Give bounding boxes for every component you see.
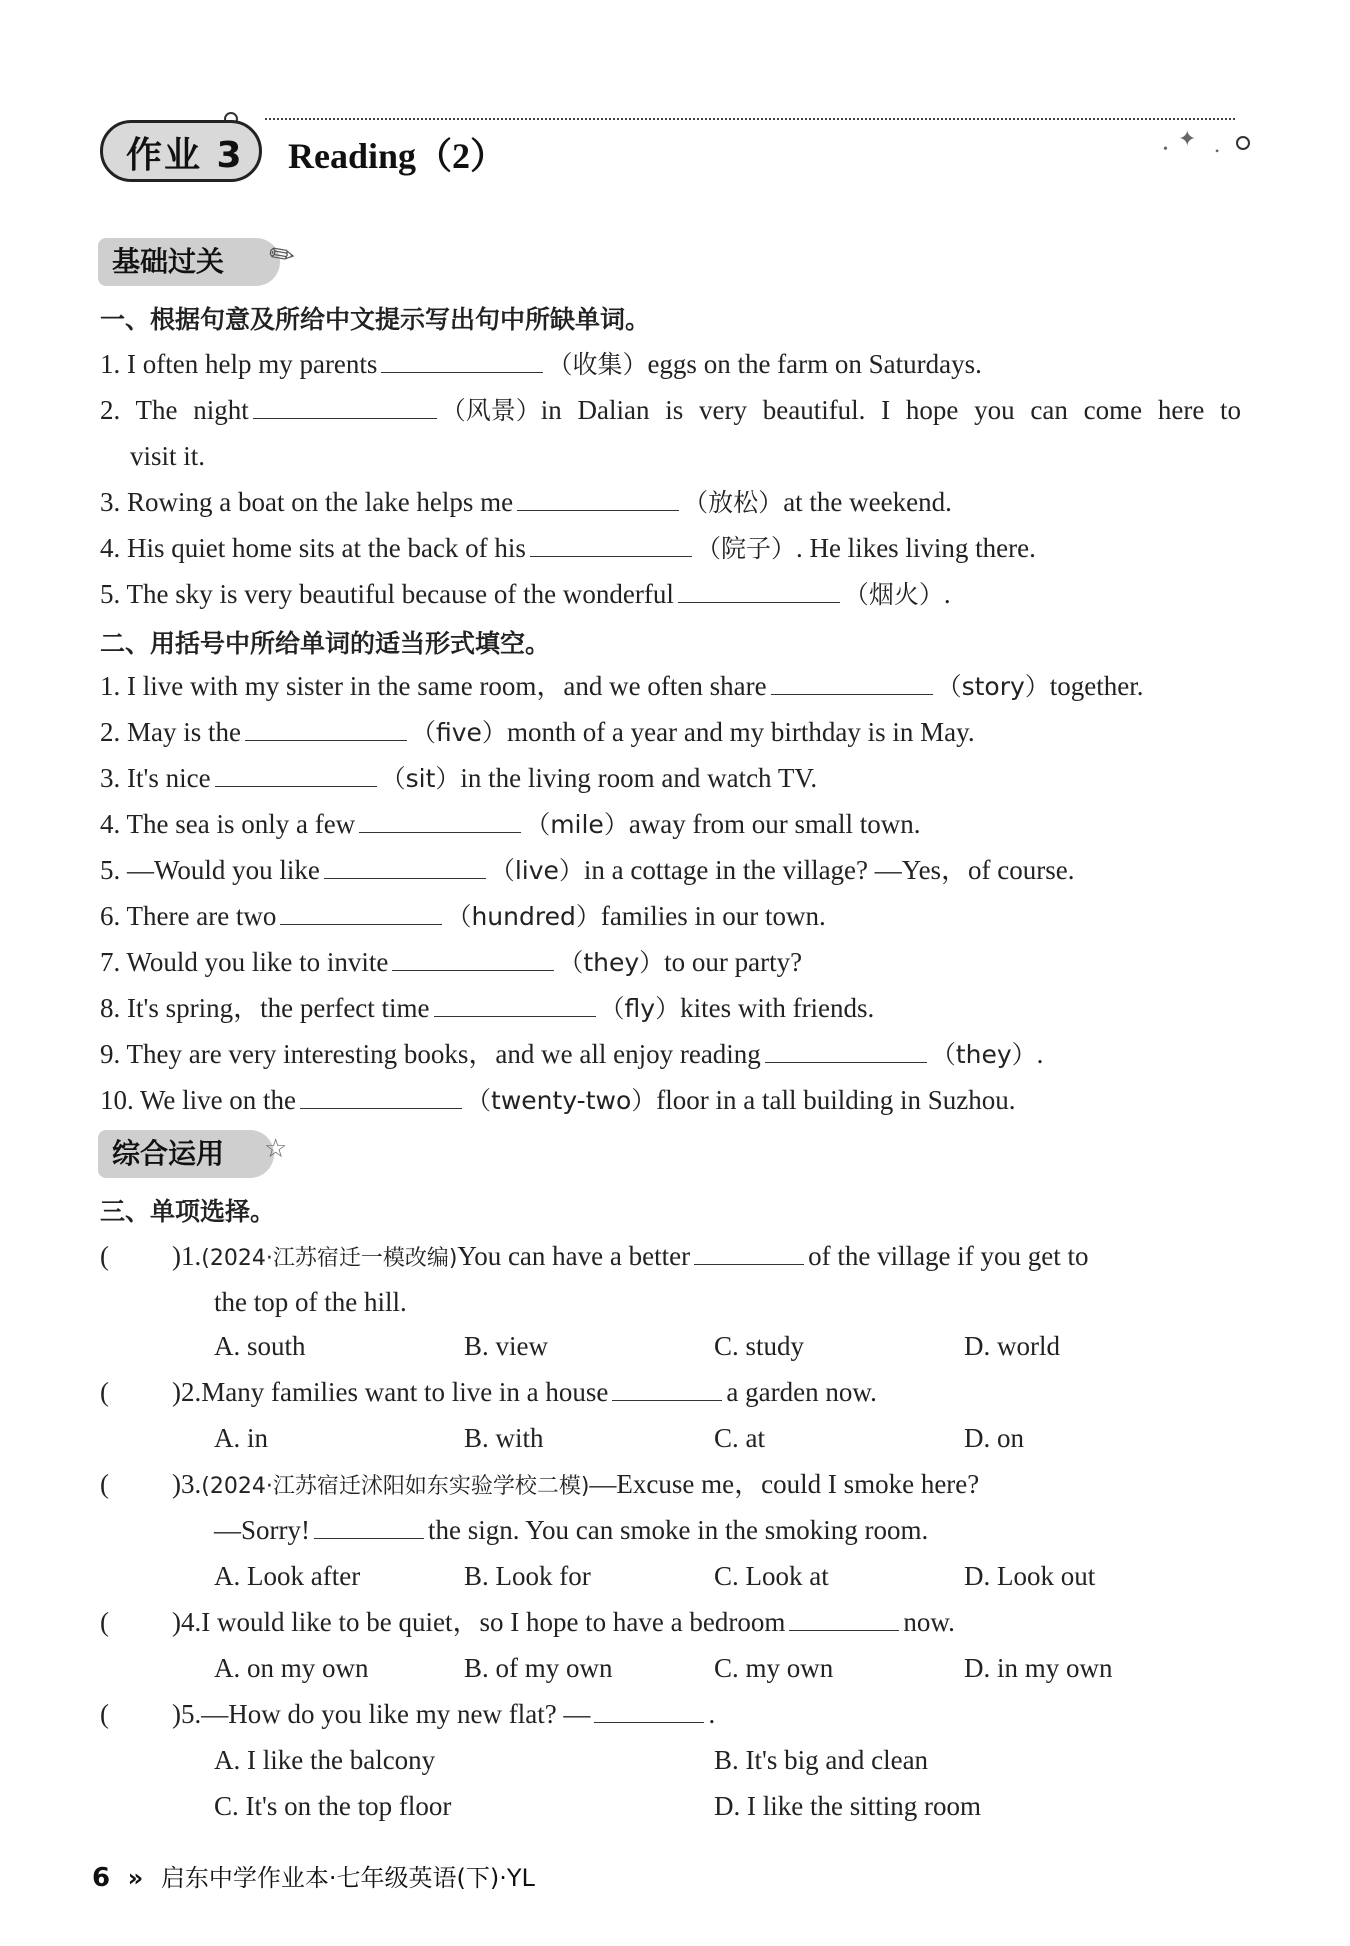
page-number: 6 <box>92 1863 111 1893</box>
part2-item-3: 3. It's nice （sit）in the living room and watch TV. <box>100 763 818 793</box>
page-title: Reading（2） <box>288 136 507 176</box>
part2-item-4: 4. The sea is only a few （mile）away from our small town. <box>100 809 921 839</box>
q3-line-cont: —Sorry! the sign. You can smoke in the smoking room. <box>214 1515 929 1545</box>
q3-option-c[interactable]: C. Look at <box>714 1561 829 1591</box>
answer-blank[interactable] <box>253 394 437 419</box>
answer-blank[interactable] <box>612 1376 722 1401</box>
answer-blank[interactable] <box>359 808 521 833</box>
answer-blank[interactable] <box>300 1084 462 1109</box>
part2-item-8: 8. It's spring，the perfect time （fly）kites with friends. <box>100 993 875 1023</box>
section-tag-basic: 基础过关 <box>98 238 280 286</box>
part1-item-3: 3. Rowing a boat on the lake helps me （放松）at the weekend. <box>100 487 952 517</box>
dot-icon-2: • <box>1215 144 1220 158</box>
q2-option-a[interactable]: A. in <box>214 1423 268 1453</box>
q1-option-a[interactable]: A. south <box>214 1331 306 1361</box>
answer-blank[interactable] <box>594 1698 704 1723</box>
q5-option-b[interactable]: B. It's big and clean <box>714 1745 929 1775</box>
answer-blank[interactable] <box>694 1240 804 1265</box>
answer-blank[interactable] <box>771 670 933 695</box>
q1-line-cont: the top of the hill. <box>214 1287 407 1317</box>
q3-option-b[interactable]: B. Look for <box>464 1561 591 1591</box>
q2-paren[interactable]: ( <box>100 1377 109 1407</box>
answer-blank[interactable] <box>280 900 442 925</box>
answer-blank[interactable] <box>678 578 840 603</box>
page-footer <box>92 1858 535 1893</box>
homework-number: 作业 3 <box>126 135 244 176</box>
q2-line: )2.Many families want to live in a house a garden now. <box>172 1377 877 1407</box>
q2-option-b[interactable]: B. with <box>464 1423 544 1453</box>
section-tag-comprehensive: 综合运用 <box>98 1130 274 1178</box>
q1-option-d[interactable]: D. world <box>964 1331 1060 1361</box>
header-dotted-line <box>265 118 1235 120</box>
q4-option-a[interactable]: A. on my own <box>214 1653 369 1683</box>
answer-blank[interactable] <box>530 532 692 557</box>
part2-item-2: 2. May is the （five）month of a year and my birthday is in May. <box>100 717 975 747</box>
part2-item-1: 1. I live with my sister in the same room，and we often share （story）together. <box>100 671 1144 701</box>
q1-line: )1.(2024·江苏宿迁一模改编)You can have a better of the village if you get to <box>172 1241 1089 1271</box>
answer-blank[interactable] <box>324 854 486 879</box>
part1-item-1: 1. I often help my parents （收集）eggs on the farm on Saturdays. <box>100 349 982 379</box>
part2-item-5: 5. —Would you like （live）in a cottage in the village? —Yes，of course. <box>100 855 1075 885</box>
q1-option-b[interactable]: B. view <box>464 1331 548 1361</box>
dot-icon: • <box>1163 142 1168 157</box>
answer-blank[interactable] <box>434 992 596 1017</box>
q5-option-d[interactable]: D. I like the sitting room <box>714 1791 981 1821</box>
chevron-right-icon: » <box>127 1864 144 1892</box>
q1-paren[interactable]: ( <box>100 1241 109 1271</box>
sparkle-icon: ✦ <box>1178 126 1197 151</box>
q2-option-c[interactable]: C. at <box>714 1423 765 1453</box>
part1-item-4: 4. His quiet home sits at the back of his （院子）. He likes living there. <box>100 533 1036 563</box>
q3-option-d[interactable]: D. Look out <box>964 1561 1096 1591</box>
q4-option-b[interactable]: B. of my own <box>464 1653 613 1683</box>
q4-option-c[interactable]: C. my own <box>714 1653 834 1683</box>
part1-title: 一、根据句意及所给中文提示写出句中所缺单词。 <box>100 305 651 334</box>
q3-option-a[interactable]: A. Look after <box>214 1561 361 1591</box>
part2-item-7: 7. Would you like to invite （they）to our party? <box>100 947 803 977</box>
header-ring-right <box>1236 136 1250 150</box>
star-icon: ☆ <box>264 1134 288 1163</box>
book-title: 启东中学作业本·七年级英语(下)·YL <box>160 1864 535 1892</box>
part3-title: 三、单项选择。 <box>100 1197 276 1226</box>
q4-paren[interactable]: ( <box>100 1607 109 1637</box>
answer-blank[interactable] <box>517 486 679 511</box>
answer-blank[interactable] <box>314 1514 424 1539</box>
part2-item-10: 10. We live on the （twenty-two）floor in a tall building in Suzhou. <box>100 1085 1016 1115</box>
part2-title: 二、用括号中所给单词的适当形式填空。 <box>100 629 551 658</box>
pencil-icon: ✎ <box>262 234 303 277</box>
part2-item-6: 6. There are two （hundred）families in our town. <box>100 901 826 931</box>
part1-item-2: 2. The night （风景）in Dalian is very beautiful. I hope you can come here to <box>100 395 1242 425</box>
q5-option-a[interactable]: A. I like the balcony <box>214 1745 436 1775</box>
part1-item-5: 5. The sky is very beautiful because of the wonderful （烟火）. <box>100 579 951 609</box>
q2-option-d[interactable]: D. on <box>964 1423 1024 1453</box>
q3-line: )3.(2024·江苏宿迁沭阳如东实验学校二模)—Excuse me，could I smoke here? <box>172 1469 980 1499</box>
answer-blank[interactable] <box>215 762 377 787</box>
q5-line: )5.—How do you like my new flat? — . <box>172 1699 716 1729</box>
part2-item-9: 9. They are very interesting books，and we all enjoy reading （they）. <box>100 1039 1044 1069</box>
answer-blank[interactable] <box>392 946 554 971</box>
q3-paren[interactable]: ( <box>100 1469 109 1499</box>
q4-line: )4.I would like to be quiet，so I hope to have a bedroom now. <box>172 1607 955 1637</box>
q5-option-c[interactable]: C. It's on the top floor <box>214 1791 452 1821</box>
answer-blank[interactable] <box>381 348 543 373</box>
part1-item-2-cont: visit it. <box>130 441 206 471</box>
answer-blank[interactable] <box>789 1606 899 1631</box>
q1-option-c[interactable]: C. study <box>714 1331 805 1361</box>
answer-blank[interactable] <box>765 1038 927 1063</box>
answer-blank[interactable] <box>245 716 407 741</box>
q5-paren[interactable]: ( <box>100 1699 109 1729</box>
q4-option-d[interactable]: D. in my own <box>964 1653 1113 1683</box>
